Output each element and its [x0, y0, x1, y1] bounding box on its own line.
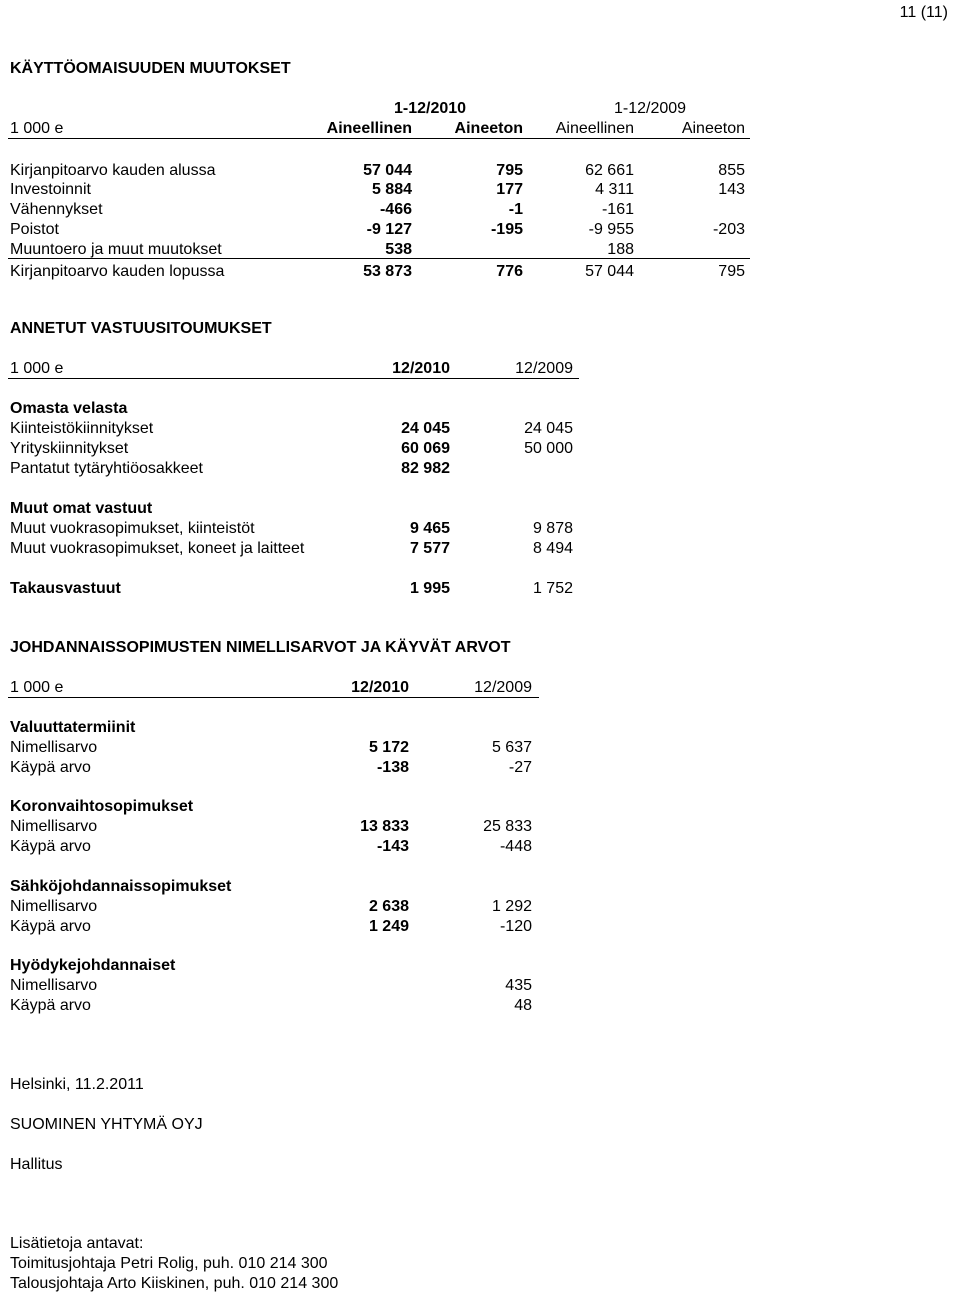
- cell-value-2009: 48: [514, 997, 532, 1014]
- cell-value-2009: 1 752: [532, 580, 573, 597]
- section-title-asset-changes: KÄYTTÖOMAISUUDEN MUUTOKSET: [10, 60, 291, 77]
- row-label: Muut vuokrasopimukset, kiinteistöt: [10, 520, 255, 537]
- cell-value-2009: -448: [499, 838, 532, 855]
- cell-value: -195: [490, 221, 523, 238]
- cell-value: 62 661: [585, 162, 634, 179]
- row-label: Muut vuokrasopimukset, koneet ja laitteet: [10, 540, 305, 557]
- page-number: 11 (11): [899, 4, 948, 21]
- cell-value-2010: 82 982: [401, 460, 450, 477]
- contact-ceo: Toimitusjohtaja Petri Rolig, puh. 010 214 300: [10, 1255, 328, 1272]
- cell-value-2009: 50 000: [524, 440, 573, 457]
- row-label: Takausvastuut: [10, 580, 121, 597]
- col-header-2010: 12/2010: [392, 360, 450, 377]
- row-label: Käypä arvo: [10, 918, 91, 935]
- col-header-2009: 12/2009: [474, 679, 532, 696]
- cell-value-2010: 5 172: [368, 739, 409, 756]
- row-label: Käypä arvo: [10, 838, 91, 855]
- cell-value-2009: 435: [505, 977, 532, 994]
- cell-value-2010: 60 069: [401, 440, 450, 457]
- cell-value-2010: 24 045: [401, 420, 450, 437]
- cell-value: -9 127: [366, 221, 412, 238]
- cell-value-2010: 1 995: [409, 580, 450, 597]
- col-header-2010: 12/2010: [351, 679, 409, 696]
- cell-value-2009: 1 292: [491, 898, 532, 915]
- row-label: Kirjanpitoarvo kauden alussa: [10, 162, 216, 179]
- cell-value-2010: 2 638: [368, 898, 409, 915]
- row-label: Kiinteistökiinnitykset: [10, 420, 154, 437]
- unit-label: 1 000 e: [10, 120, 64, 137]
- row-label: Käypä arvo: [10, 759, 91, 776]
- cell-value: 143: [718, 181, 745, 198]
- cell-value: 538: [385, 241, 412, 258]
- board-label: Hallitus: [10, 1156, 63, 1173]
- cell-value: -203: [712, 221, 745, 238]
- cell-value: 795: [496, 162, 523, 179]
- group-heading: Omasta velasta: [10, 400, 128, 417]
- row-label: Yrityskiinnitykset: [10, 440, 129, 457]
- cell-value-2009: -27: [508, 759, 532, 776]
- row-label: Nimellisarvo: [10, 977, 98, 994]
- cell-value: 57 044: [363, 162, 412, 179]
- cell-value-2009: 8 494: [532, 540, 573, 557]
- contact-heading: Lisätietoja antavat:: [10, 1235, 144, 1252]
- cell-value: -9 955: [588, 221, 634, 238]
- cell-value: 177: [496, 181, 523, 198]
- cell-value: 53 873: [363, 263, 412, 280]
- row-label: Käypä arvo: [10, 997, 91, 1014]
- group-heading: Muut omat vastuut: [10, 500, 153, 517]
- cell-value: 795: [718, 263, 745, 280]
- row-label: Nimellisarvo: [10, 739, 98, 756]
- cell-value: 855: [718, 162, 745, 179]
- cell-value: -161: [601, 201, 634, 218]
- cell-value-2009: 5 637: [491, 739, 532, 756]
- group-heading: Valuuttatermiinit: [10, 719, 136, 736]
- cell-value-2010: 7 577: [409, 540, 450, 557]
- section-title-derivatives: JOHDANNAISSOPIMUSTEN NIMELLISARVOT JA KÄYVÄT ARVOT: [10, 639, 511, 656]
- section-title-commitments: ANNETUT VASTUUSITOUMUKSET: [10, 320, 272, 337]
- col-header-2009: 12/2009: [515, 360, 573, 377]
- cell-value-2009: 24 045: [524, 420, 573, 437]
- row-label: Kirjanpitoarvo kauden lopussa: [10, 263, 225, 280]
- row-label: Nimellisarvo: [10, 898, 98, 915]
- place-date: Helsinki, 11.2.2011: [10, 1076, 144, 1093]
- header-rule: [8, 378, 579, 379]
- row-label: Pantatut tytäryhtiöosakkeet: [10, 460, 203, 477]
- contact-cfo: Talousjohtaja Arto Kiiskinen, puh. 010 214 300: [10, 1275, 339, 1292]
- total-rule: [8, 258, 750, 259]
- header-rule: [8, 697, 539, 698]
- cell-value-2010: 9 465: [409, 520, 450, 537]
- cell-value: 188: [607, 241, 634, 258]
- col-header-tangible-2009: Aineellinen: [555, 120, 634, 137]
- group-heading: Koronvaihtosopimukset: [10, 798, 194, 815]
- col-header-intangible-2009: Aineeton: [681, 120, 745, 137]
- cell-value: 57 044: [585, 263, 634, 280]
- cell-value-2009: 25 833: [483, 818, 532, 835]
- cell-value-2010: 13 833: [360, 818, 409, 835]
- row-label: Muuntoero ja muut muutokset: [10, 241, 222, 258]
- row-label: Poistot: [10, 221, 59, 238]
- cell-value-2010: 1 249: [368, 918, 409, 935]
- group-heading: Sähköjohdannaissopimukset: [10, 878, 232, 895]
- row-label: Vähennykset: [10, 201, 103, 218]
- cell-value-2009: -120: [499, 918, 532, 935]
- unit-label: 1 000 e: [10, 679, 64, 696]
- col-header-intangible-2010: Aineeton: [454, 120, 523, 137]
- cell-value-2010: -143: [376, 838, 409, 855]
- cell-value: 4 311: [595, 181, 634, 198]
- cell-value: 776: [496, 263, 523, 280]
- cell-value-2010: -138: [376, 759, 409, 776]
- period-2009-header: 1-12/2009: [613, 100, 687, 117]
- col-header-tangible-2010: Aineellinen: [326, 120, 412, 137]
- cell-value-2009: 9 878: [532, 520, 573, 537]
- group-heading: Hyödykejohdannaiset: [10, 957, 176, 974]
- company-name: SUOMINEN YHTYMÄ OYJ: [10, 1116, 203, 1133]
- cell-value: 5 884: [371, 181, 412, 198]
- cell-value: -466: [379, 201, 412, 218]
- cell-value: -1: [508, 201, 523, 218]
- unit-label: 1 000 e: [10, 360, 64, 377]
- row-label: Investoinnit: [10, 181, 91, 198]
- row-label: Nimellisarvo: [10, 818, 98, 835]
- period-2010-header: 1-12/2010: [393, 100, 467, 117]
- header-rule: [8, 138, 750, 139]
